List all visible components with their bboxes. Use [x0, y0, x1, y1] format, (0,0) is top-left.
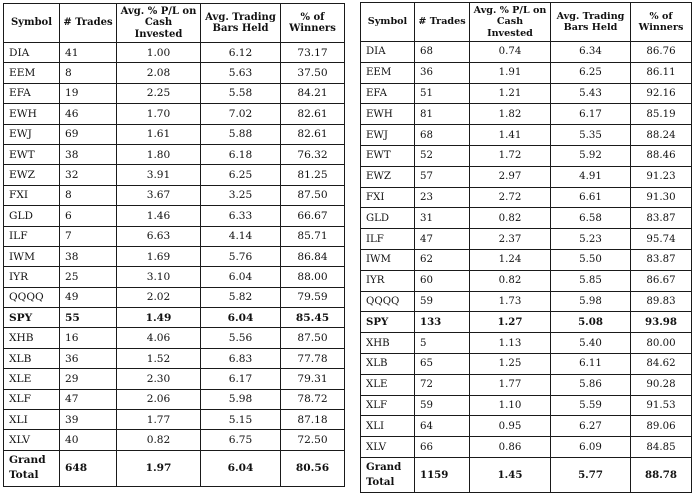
avg-bars-cell: 5.50: [551, 249, 631, 270]
col-header-winners: % of Winners: [281, 4, 345, 43]
avg-pl-cell: 1.70: [117, 104, 201, 124]
avg-pl-cell: 2.37: [470, 229, 551, 250]
symbol-cell: EEM: [4, 63, 60, 83]
avg-pl-cell: 4.06: [117, 328, 201, 348]
avg-bars-cell: 7.02: [201, 104, 281, 124]
table-row: [4, 185, 345, 205]
avg-bars-cell: 6.61: [551, 187, 631, 208]
symbol-cell: XLF: [361, 395, 415, 416]
table-row: [4, 104, 345, 124]
avg-bars-cell: 3.25: [201, 185, 281, 205]
avg-bars-cell: 5.59: [551, 395, 631, 416]
winners-cell: 77.78: [281, 348, 345, 368]
winners-cell: 72.50: [281, 430, 345, 450]
symbol-cell: XLF: [4, 389, 60, 409]
table-row: [4, 369, 345, 389]
avg-pl-cell: 3.10: [117, 267, 201, 287]
winners-cell: 88.46: [631, 145, 692, 166]
avg-bars-cell: 5.98: [551, 291, 631, 312]
table-row: [361, 145, 692, 166]
table-row: [361, 83, 692, 104]
trades-cell: 38: [60, 246, 117, 266]
total-trades-cell: 1159: [415, 457, 470, 492]
avg-pl-cell: 0.95: [470, 416, 551, 437]
symbol-cell: SPY: [361, 312, 415, 333]
winners-cell: 95.74: [631, 229, 692, 250]
trades-cell: 47: [60, 389, 117, 409]
winners-cell: 89.06: [631, 416, 692, 437]
avg-bars-cell: 5.58: [201, 83, 281, 103]
avg-pl-cell: 1.73: [470, 291, 551, 312]
avg-bars-cell: 6.04: [201, 308, 281, 328]
avg-pl-cell: 1.00: [117, 43, 201, 63]
col-header-symbol: Symbol: [4, 4, 60, 43]
symbol-cell: XLB: [4, 348, 60, 368]
total-avg-pl-cell: 1.45: [470, 457, 551, 492]
col-header-trades: # Trades: [60, 4, 117, 43]
avg-pl-cell: 1.61: [117, 124, 201, 144]
winners-cell: 37.50: [281, 63, 345, 83]
winners-cell: 84.21: [281, 83, 345, 103]
avg-bars-cell: 6.33: [201, 206, 281, 226]
symbol-cell: XHB: [361, 333, 415, 354]
winners-cell: 86.76: [631, 42, 692, 63]
header-row: [361, 3, 692, 42]
trades-cell: 23: [415, 187, 470, 208]
symbol-cell: FXI: [361, 187, 415, 208]
symbol-cell: XLB: [361, 353, 415, 374]
winners-cell: 84.85: [631, 437, 692, 458]
table-row: [4, 206, 345, 226]
avg-pl-cell: 1.77: [117, 410, 201, 430]
table-row: [361, 312, 692, 333]
trades-cell: 68: [415, 42, 470, 63]
symbol-cell: EWZ: [361, 166, 415, 187]
trades-cell: 31: [415, 208, 470, 229]
symbol-cell: EWT: [361, 145, 415, 166]
symbol-cell: EWJ: [4, 124, 60, 144]
table-row: [361, 374, 692, 395]
symbol-cell: IYR: [361, 270, 415, 291]
avg-bars-cell: 6.83: [201, 348, 281, 368]
trades-cell: 69: [60, 124, 117, 144]
symbol-cell: EWH: [361, 104, 415, 125]
avg-pl-cell: 2.02: [117, 287, 201, 307]
trades-cell: 64: [415, 416, 470, 437]
avg-bars-cell: 6.04: [201, 267, 281, 287]
symbol-cell: XLE: [4, 369, 60, 389]
trades-cell: 65: [415, 353, 470, 374]
symbol-cell: XLV: [361, 437, 415, 458]
table-row: [4, 43, 345, 63]
winners-cell: 88.24: [631, 125, 692, 146]
symbol-cell: EWJ: [361, 125, 415, 146]
avg-bars-cell: 6.27: [551, 416, 631, 437]
table-row: [361, 416, 692, 437]
total-avg-bars-cell: 6.04: [201, 450, 281, 486]
table-row: [4, 410, 345, 430]
col-header-avg-bars: Avg. Trading Bars Held: [551, 3, 631, 42]
avg-bars-cell: 5.92: [551, 145, 631, 166]
avg-pl-cell: 3.91: [117, 165, 201, 185]
winners-cell: 92.16: [631, 83, 692, 104]
table-row: [4, 328, 345, 348]
table-row: [361, 437, 692, 458]
avg-pl-cell: 0.74: [470, 42, 551, 63]
trades-cell: 59: [415, 291, 470, 312]
table-row: [361, 62, 692, 83]
symbol-cell: XLE: [361, 374, 415, 395]
trades-cell: 81: [415, 104, 470, 125]
trades-cell: 40: [60, 430, 117, 450]
avg-bars-cell: 4.91: [551, 166, 631, 187]
grand-total-row: [4, 450, 345, 486]
avg-bars-cell: 5.63: [201, 63, 281, 83]
winners-cell: 91.30: [631, 187, 692, 208]
avg-pl-cell: 1.27: [470, 312, 551, 333]
avg-pl-cell: 2.25: [117, 83, 201, 103]
winners-cell: 91.23: [631, 166, 692, 187]
trades-cell: 39: [60, 410, 117, 430]
avg-pl-cell: 1.49: [117, 308, 201, 328]
avg-pl-cell: 1.77: [470, 374, 551, 395]
avg-bars-cell: 6.75: [201, 430, 281, 450]
col-header-trades: # Trades: [415, 3, 470, 42]
table-row: [4, 348, 345, 368]
col-header-avg-pl: Avg. % P/L on Cash Invested: [117, 4, 201, 43]
table-row: [361, 104, 692, 125]
table-row: [4, 83, 345, 103]
avg-bars-cell: 5.35: [551, 125, 631, 146]
table-row: [361, 187, 692, 208]
avg-pl-cell: 1.24: [470, 249, 551, 270]
symbol-cell: XLV: [4, 430, 60, 450]
winners-cell: 85.45: [281, 308, 345, 328]
winners-cell: 78.72: [281, 389, 345, 409]
winners-cell: 86.67: [631, 270, 692, 291]
avg-pl-cell: 1.80: [117, 144, 201, 164]
avg-bars-cell: 5.43: [551, 83, 631, 104]
avg-pl-cell: 2.08: [117, 63, 201, 83]
winners-cell: 83.87: [631, 208, 692, 229]
table-row: [4, 124, 345, 144]
trades-cell: 60: [415, 270, 470, 291]
avg-bars-cell: 6.12: [201, 43, 281, 63]
avg-bars-cell: 6.34: [551, 42, 631, 63]
winners-cell: 91.53: [631, 395, 692, 416]
trades-cell: 59: [415, 395, 470, 416]
symbol-cell: EFA: [4, 83, 60, 103]
avg-pl-cell: 1.82: [470, 104, 551, 125]
winners-cell: 87.50: [281, 328, 345, 348]
winners-cell: 73.17: [281, 43, 345, 63]
total-avg-pl-cell: 1.97: [117, 450, 201, 486]
avg-bars-cell: 6.09: [551, 437, 631, 458]
trades-cell: 8: [60, 63, 117, 83]
trades-cell: 55: [60, 308, 117, 328]
avg-bars-cell: 5.86: [551, 374, 631, 395]
avg-bars-cell: 6.11: [551, 353, 631, 374]
winners-cell: 66.67: [281, 206, 345, 226]
symbol-cell: QQQQ: [4, 287, 60, 307]
header-row: [4, 4, 345, 43]
avg-bars-cell: 5.23: [551, 229, 631, 250]
avg-bars-cell: 6.17: [201, 369, 281, 389]
trades-cell: 19: [60, 83, 117, 103]
table-row: [4, 246, 345, 266]
avg-bars-cell: 5.08: [551, 312, 631, 333]
avg-pl-cell: 3.67: [117, 185, 201, 205]
avg-pl-cell: 1.41: [470, 125, 551, 146]
trades-cell: 5: [415, 333, 470, 354]
trades-cell: 133: [415, 312, 470, 333]
avg-pl-cell: 1.91: [470, 62, 551, 83]
grand-total-label: Grand Total: [4, 450, 60, 486]
symbol-cell: XLI: [361, 416, 415, 437]
symbol-cell: QQQQ: [361, 291, 415, 312]
trades-cell: 36: [60, 348, 117, 368]
table-row: [361, 270, 692, 291]
trades-cell: 36: [415, 62, 470, 83]
grand-total-label: Grand Total: [361, 457, 415, 492]
symbol-cell: EEM: [361, 62, 415, 83]
avg-pl-cell: 1.21: [470, 83, 551, 104]
trades-cell: 32: [60, 165, 117, 185]
symbol-cell: EWZ: [4, 165, 60, 185]
table-row: [361, 229, 692, 250]
table-row: [361, 353, 692, 374]
winners-cell: 84.62: [631, 353, 692, 374]
table-row: [4, 144, 345, 164]
table-row: [361, 166, 692, 187]
avg-pl-cell: 1.46: [117, 206, 201, 226]
avg-bars-cell: 4.14: [201, 226, 281, 246]
table-row: [361, 125, 692, 146]
col-header-symbol: Symbol: [361, 3, 415, 42]
trades-cell: 49: [60, 287, 117, 307]
table-row: [361, 333, 692, 354]
trades-cell: 38: [60, 144, 117, 164]
avg-pl-cell: 1.69: [117, 246, 201, 266]
winners-cell: 81.25: [281, 165, 345, 185]
table-row: [4, 430, 345, 450]
symbol-cell: EFA: [361, 83, 415, 104]
symbol-cell: GLD: [4, 206, 60, 226]
symbol-cell: IWM: [4, 246, 60, 266]
trades-cell: 52: [415, 145, 470, 166]
avg-bars-cell: 6.58: [551, 208, 631, 229]
table-row: [361, 208, 692, 229]
winners-cell: 87.18: [281, 410, 345, 430]
symbol-cell: IWM: [361, 249, 415, 270]
winners-cell: 85.19: [631, 104, 692, 125]
total-avg-bars-cell: 5.77: [551, 457, 631, 492]
symbol-cell: DIA: [361, 42, 415, 63]
col-header-avg-pl: Avg. % P/L on Cash Invested: [470, 3, 551, 42]
trades-cell: 47: [415, 229, 470, 250]
table-row: [4, 287, 345, 307]
trades-cell: 68: [415, 125, 470, 146]
trades-cell: 25: [60, 267, 117, 287]
symbol-cell: XLI: [4, 410, 60, 430]
avg-bars-cell: 6.17: [551, 104, 631, 125]
avg-pl-cell: 2.06: [117, 389, 201, 409]
avg-bars-cell: 5.76: [201, 246, 281, 266]
symbol-cell: SPY: [4, 308, 60, 328]
winners-cell: 83.87: [631, 249, 692, 270]
total-trades-cell: 648: [60, 450, 117, 486]
table-row: [361, 395, 692, 416]
winners-cell: 88.00: [281, 267, 345, 287]
trades-cell: 7: [60, 226, 117, 246]
trades-cell: 41: [60, 43, 117, 63]
avg-pl-cell: 1.10: [470, 395, 551, 416]
winners-cell: 86.11: [631, 62, 692, 83]
trades-cell: 8: [60, 185, 117, 205]
avg-pl-cell: 1.52: [117, 348, 201, 368]
col-header-avg-bars: Avg. Trading Bars Held: [201, 4, 281, 43]
avg-bars-cell: 5.88: [201, 124, 281, 144]
avg-bars-cell: 6.18: [201, 144, 281, 164]
winners-cell: 87.50: [281, 185, 345, 205]
trades-cell: 46: [60, 104, 117, 124]
avg-pl-cell: 2.97: [470, 166, 551, 187]
symbol-cell: IYR: [4, 267, 60, 287]
winners-cell: 86.84: [281, 246, 345, 266]
winners-cell: 82.61: [281, 124, 345, 144]
trades-cell: 29: [60, 369, 117, 389]
trades-cell: 6: [60, 206, 117, 226]
avg-bars-cell: 5.85: [551, 270, 631, 291]
winners-cell: 82.61: [281, 104, 345, 124]
right-results-table: [360, 2, 692, 493]
avg-bars-cell: 5.15: [201, 410, 281, 430]
avg-bars-cell: 5.82: [201, 287, 281, 307]
winners-cell: 85.71: [281, 226, 345, 246]
avg-bars-cell: 6.25: [201, 165, 281, 185]
winners-cell: 79.59: [281, 287, 345, 307]
avg-pl-cell: 2.72: [470, 187, 551, 208]
avg-bars-cell: 6.25: [551, 62, 631, 83]
avg-bars-cell: 5.56: [201, 328, 281, 348]
trades-cell: 16: [60, 328, 117, 348]
symbol-cell: FXI: [4, 185, 60, 205]
total-winners-cell: 88.78: [631, 457, 692, 492]
winners-cell: 93.98: [631, 312, 692, 333]
winners-cell: 89.83: [631, 291, 692, 312]
grand-total-row: [361, 457, 692, 492]
avg-pl-cell: 1.13: [470, 333, 551, 354]
winners-cell: 79.31: [281, 369, 345, 389]
symbol-cell: EWT: [4, 144, 60, 164]
symbol-cell: EWH: [4, 104, 60, 124]
avg-pl-cell: 1.25: [470, 353, 551, 374]
symbol-cell: ILF: [4, 226, 60, 246]
avg-pl-cell: 2.30: [117, 369, 201, 389]
table-row: [361, 42, 692, 63]
table-row: [4, 267, 345, 287]
table-row: [361, 249, 692, 270]
winners-cell: 76.32: [281, 144, 345, 164]
avg-pl-cell: 0.82: [117, 430, 201, 450]
avg-bars-cell: 5.40: [551, 333, 631, 354]
symbol-cell: ILF: [361, 229, 415, 250]
table-row: [4, 389, 345, 409]
table-row: [361, 291, 692, 312]
col-header-winners: % of Winners: [631, 3, 692, 42]
total-winners-cell: 80.56: [281, 450, 345, 486]
avg-pl-cell: 1.72: [470, 145, 551, 166]
winners-cell: 80.00: [631, 333, 692, 354]
avg-pl-cell: 0.86: [470, 437, 551, 458]
table-row: [4, 226, 345, 246]
avg-pl-cell: 0.82: [470, 208, 551, 229]
table-row: [4, 165, 345, 185]
avg-bars-cell: 5.98: [201, 389, 281, 409]
left-results-table: [3, 3, 345, 487]
avg-pl-cell: 6.63: [117, 226, 201, 246]
table-row: [4, 63, 345, 83]
table-row: [4, 308, 345, 328]
trades-cell: 57: [415, 166, 470, 187]
trades-cell: 66: [415, 437, 470, 458]
trades-cell: 62: [415, 249, 470, 270]
avg-pl-cell: 0.82: [470, 270, 551, 291]
symbol-cell: XHB: [4, 328, 60, 348]
symbol-cell: DIA: [4, 43, 60, 63]
trades-cell: 51: [415, 83, 470, 104]
trades-cell: 72: [415, 374, 470, 395]
symbol-cell: GLD: [361, 208, 415, 229]
winners-cell: 90.28: [631, 374, 692, 395]
